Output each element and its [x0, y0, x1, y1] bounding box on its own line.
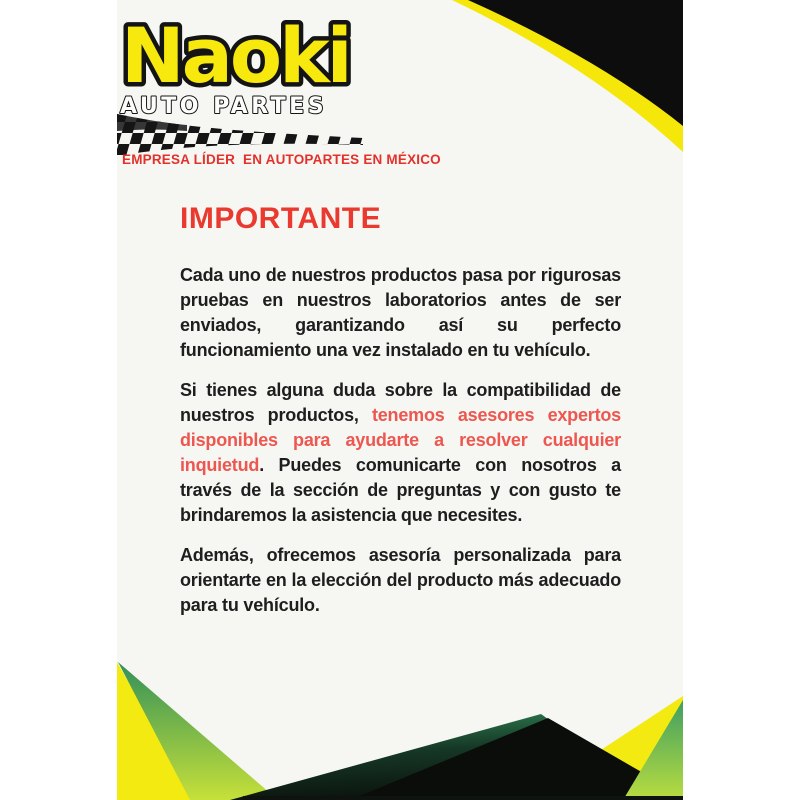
- content-block: [180, 203, 621, 618]
- brand-tagline: EMPRESA LÍDER EN AUTOPARTES EN MÉXICO: [122, 152, 441, 167]
- top-right-corner-decoration: [452, 0, 683, 170]
- bottom-dark-strip: [243, 796, 683, 800]
- checkered-flag-shape: [117, 114, 363, 156]
- paragraph-advice: Además, ofrecemos asesoría personalizada para orientarte en la elección del producto más adecuado para tu vehículo.: [180, 544, 621, 615]
- logo-text: Naoki: [121, 11, 350, 100]
- bottom-decoration: [117, 600, 683, 800]
- paragraph-support-part3: . Puedes comunicarte con nosotros a través de la sección de preguntas y con gusto te brindaremos la asistencia que necesites.: [180, 454, 621, 525]
- paragraph-support-part1: Si tienes alguna duda sobre la compatibilidad de nuestros productos,: [180, 379, 621, 425]
- paragraph-support: [180, 378, 621, 528]
- flyer-page: [117, 0, 683, 800]
- paragraph-quality: Cada uno de nuestros productos pasa por rigurosas pruebas en nuestros laboratorios antes de ser enviados, garantizando así su perfecto funcionamiento una vez instalado en tu vehículo.: [180, 264, 621, 360]
- brand-block: [117, 0, 477, 175]
- naoki-logo: [117, 2, 457, 102]
- checkered-flag-icon: [117, 111, 363, 157]
- checkered-flag-dark-edge: [117, 114, 187, 131]
- paragraph-support-highlight: tenemos asesores expertos disponibles para ayudarte a resolver cualquier inquietud: [180, 404, 621, 475]
- logo-subtitle-text: AUTO PARTES: [120, 94, 328, 119]
- page-title: IMPORTANTE: [180, 202, 382, 235]
